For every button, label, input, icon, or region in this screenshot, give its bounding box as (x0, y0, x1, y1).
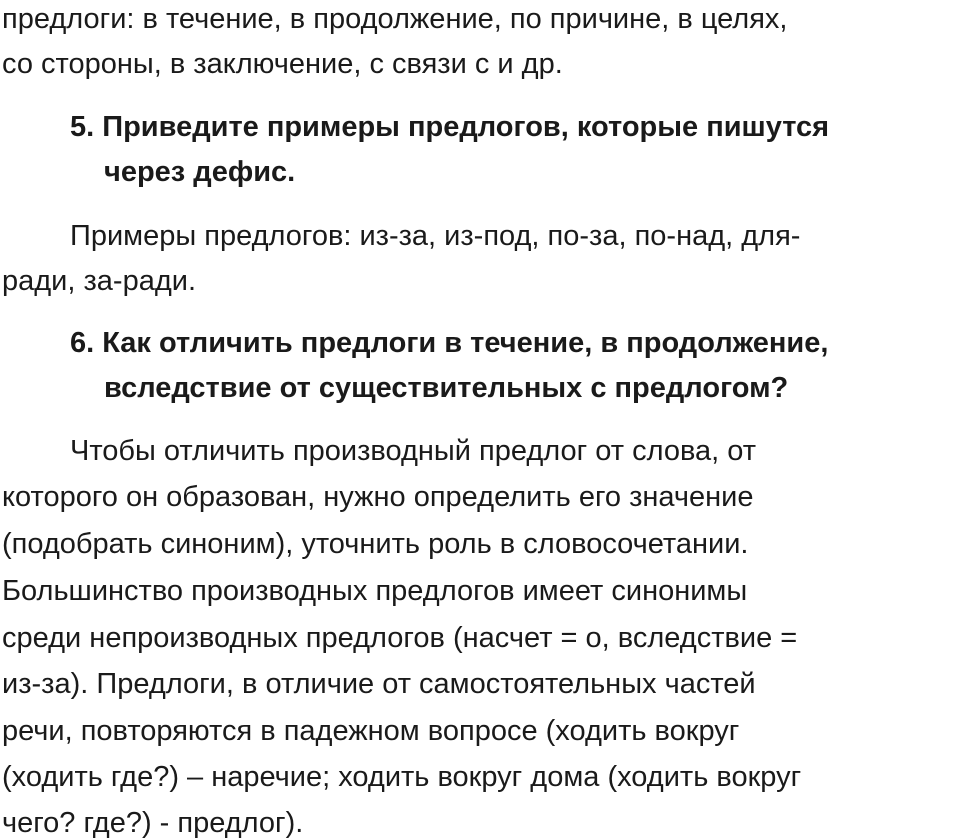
text-line: (подобрать синоним), уточнить роль в словосочетании. (2, 528, 749, 560)
text-line: из-за). Предлоги, в отличие от самостоятельных частей (2, 668, 756, 700)
text-line: со стороны, в заключение, с связи с и др. (2, 48, 563, 80)
question-heading: через дефис. (104, 156, 296, 188)
text-line: среди непроизводных предлогов (насчет = о, вследствие = (2, 622, 798, 654)
text-line: речи, повторяются в падежном вопросе (ходить вокруг (2, 715, 740, 747)
question-heading: 5. Приведите примеры предлогов, которые пишутся (70, 111, 830, 143)
text-line: Примеры предлогов: из-за, из-под, по-за, по-над, для- (70, 220, 801, 252)
text-line: которого он образован, нужно определить его значение (2, 481, 754, 513)
text-line: чего? где?) - предлог). (2, 807, 304, 839)
text-line: Большинство производных предлогов имеет синонимы (2, 575, 748, 607)
question-heading: вследствие от существительных с предлогом? (104, 372, 789, 404)
text-line: предлоги: в течение, в продолжение, по причине, в целях, (2, 3, 788, 35)
text-line: (ходить где?) – наречие; ходить вокруг дома (ходить вокруг (2, 761, 802, 793)
text-line: Чтобы отличить производный предлог от слова, от (70, 435, 757, 467)
question-heading: 6. Как отличить предлоги в течение, в продолжение, (70, 327, 829, 359)
text-line: ради, за-ради. (2, 265, 197, 297)
